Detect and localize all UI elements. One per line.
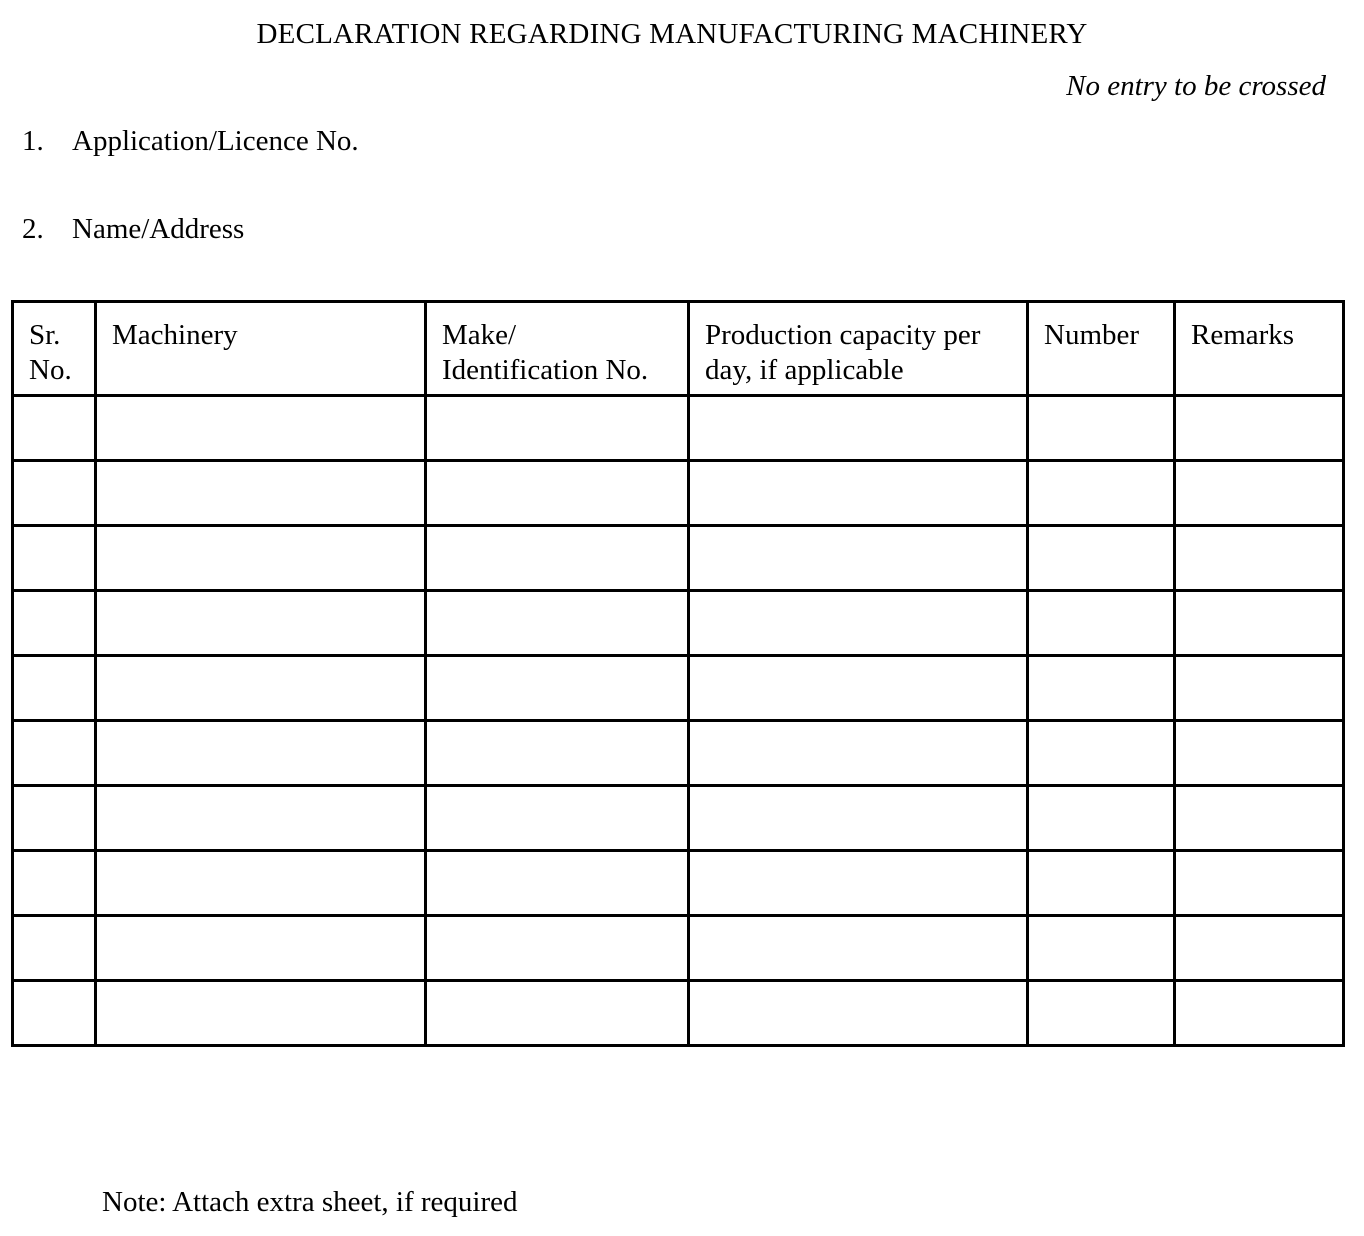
- cell-machinery[interactable]: [96, 461, 426, 526]
- header-sr-no: [13, 302, 96, 396]
- cell-number[interactable]: [1028, 656, 1175, 721]
- header-remarks: [1175, 302, 1344, 396]
- header-line: Make/: [442, 319, 517, 351]
- table-body: [13, 396, 1344, 1046]
- header-line: Sr.: [29, 319, 61, 351]
- cell-number[interactable]: [1028, 526, 1175, 591]
- cell-remarks[interactable]: [1175, 786, 1344, 851]
- cell-machinery[interactable]: [96, 656, 426, 721]
- cell-machinery[interactable]: [96, 786, 426, 851]
- field-application-licence-no: [22, 125, 359, 158]
- cell-make-identification[interactable]: [426, 721, 689, 786]
- field-name-address: [22, 213, 244, 246]
- cell-production-capacity[interactable]: [689, 526, 1028, 591]
- cell-remarks[interactable]: [1175, 461, 1344, 526]
- cell-production-capacity[interactable]: [689, 981, 1028, 1046]
- table-row: [13, 396, 1344, 461]
- cell-number[interactable]: [1028, 916, 1175, 981]
- cell-remarks[interactable]: [1175, 591, 1344, 656]
- table-row: [13, 526, 1344, 591]
- cell-remarks[interactable]: [1175, 981, 1344, 1046]
- cell-machinery[interactable]: [96, 591, 426, 656]
- instruction-text: No entry to be crossed: [1066, 70, 1326, 102]
- table-header-row: [13, 302, 1344, 396]
- cell-remarks[interactable]: [1175, 721, 1344, 786]
- cell-number[interactable]: [1028, 721, 1175, 786]
- cell-sr-no[interactable]: [13, 396, 96, 461]
- cell-number[interactable]: [1028, 461, 1175, 526]
- cell-production-capacity[interactable]: [689, 916, 1028, 981]
- cell-number[interactable]: [1028, 851, 1175, 916]
- cell-make-identification[interactable]: [426, 461, 689, 526]
- cell-machinery[interactable]: [96, 851, 426, 916]
- cell-make-identification[interactable]: [426, 656, 689, 721]
- table-row: [13, 916, 1344, 981]
- cell-sr-no[interactable]: [13, 916, 96, 981]
- field-number: 2.: [22, 213, 44, 245]
- cell-sr-no[interactable]: [13, 721, 96, 786]
- cell-make-identification[interactable]: [426, 526, 689, 591]
- header-make-identification: [426, 302, 689, 396]
- cell-production-capacity[interactable]: [689, 396, 1028, 461]
- table-row: [13, 656, 1344, 721]
- header-line: Production capacity per: [705, 319, 981, 351]
- cell-production-capacity[interactable]: [689, 591, 1028, 656]
- cell-make-identification[interactable]: [426, 786, 689, 851]
- header-machinery: [96, 302, 426, 396]
- cell-machinery[interactable]: [96, 721, 426, 786]
- cell-number[interactable]: [1028, 786, 1175, 851]
- table-row: [13, 721, 1344, 786]
- cell-make-identification[interactable]: [426, 396, 689, 461]
- cell-number[interactable]: [1028, 396, 1175, 461]
- cell-machinery[interactable]: [96, 396, 426, 461]
- cell-remarks[interactable]: [1175, 851, 1344, 916]
- note-text: Note: Attach extra sheet, if required: [102, 1186, 518, 1218]
- header-line: day, if applicable: [705, 354, 904, 386]
- cell-remarks[interactable]: [1175, 526, 1344, 591]
- table-row: [13, 851, 1344, 916]
- header-line: Remarks: [1191, 319, 1295, 351]
- cell-number[interactable]: [1028, 591, 1175, 656]
- field-label: Application/Licence No.: [72, 125, 359, 157]
- cell-production-capacity[interactable]: [689, 786, 1028, 851]
- table-row: [13, 786, 1344, 851]
- table-row: [13, 981, 1344, 1046]
- form-title: DECLARATION REGARDING MANUFACTURING MACHINERY: [256, 18, 1088, 50]
- field-number: 1.: [22, 125, 44, 157]
- cell-production-capacity[interactable]: [689, 851, 1028, 916]
- header-line: Number: [1044, 319, 1140, 351]
- header-line: No.: [29, 354, 72, 386]
- header-number: [1028, 302, 1175, 396]
- cell-sr-no[interactable]: [13, 656, 96, 721]
- cell-sr-no[interactable]: [13, 591, 96, 656]
- cell-machinery[interactable]: [96, 981, 426, 1046]
- cell-make-identification[interactable]: [426, 981, 689, 1046]
- cell-remarks[interactable]: [1175, 916, 1344, 981]
- cell-production-capacity[interactable]: [689, 721, 1028, 786]
- cell-machinery[interactable]: [96, 526, 426, 591]
- cell-sr-no[interactable]: [13, 526, 96, 591]
- cell-production-capacity[interactable]: [689, 656, 1028, 721]
- cell-remarks[interactable]: [1175, 396, 1344, 461]
- header-production-capacity: [689, 302, 1028, 396]
- machinery-table: [11, 300, 1345, 1047]
- cell-sr-no[interactable]: [13, 981, 96, 1046]
- table-row: [13, 461, 1344, 526]
- header-line: Machinery: [112, 319, 238, 351]
- cell-remarks[interactable]: [1175, 656, 1344, 721]
- table-row: [13, 591, 1344, 656]
- cell-production-capacity[interactable]: [689, 461, 1028, 526]
- cell-sr-no[interactable]: [13, 786, 96, 851]
- cell-make-identification[interactable]: [426, 591, 689, 656]
- field-label: Name/Address: [72, 213, 245, 245]
- cell-machinery[interactable]: [96, 916, 426, 981]
- cell-make-identification[interactable]: [426, 916, 689, 981]
- cell-make-identification[interactable]: [426, 851, 689, 916]
- cell-sr-no[interactable]: [13, 851, 96, 916]
- header-line: Identification No.: [442, 354, 649, 386]
- cell-sr-no[interactable]: [13, 461, 96, 526]
- cell-number[interactable]: [1028, 981, 1175, 1046]
